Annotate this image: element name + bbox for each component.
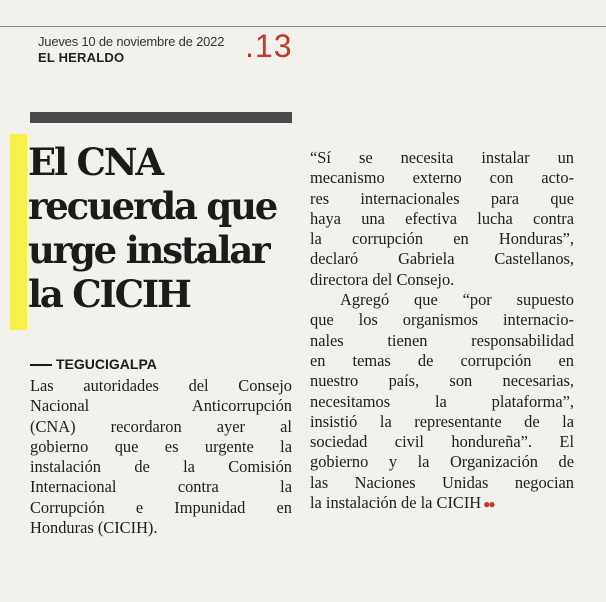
body-column-2: [310, 148, 574, 514]
body-line: Nacional Anticorrupción: [30, 396, 292, 416]
body-line: necesitamos la plataforma”,: [310, 391, 574, 411]
body-line: (CNA) recordaron ayer al: [30, 416, 292, 436]
body-line: sociedad civil hondureña”. El: [310, 432, 574, 452]
body-line: [310, 493, 574, 514]
body-line: Las autoridades del Consejo: [30, 376, 292, 395]
body-line: directora del Consejo.: [310, 269, 455, 289]
body-line: mecanismo externo con acto-: [310, 168, 574, 188]
body-line: que los organismos internacio-: [310, 310, 574, 330]
body-line: declaró Gabriela Castellanos,: [310, 249, 574, 269]
body-line: nuestro país, son necesarias,: [310, 371, 574, 391]
body-line: Internacional contra la: [30, 477, 292, 497]
body-line: las Naciones Unidas negocian: [310, 472, 574, 492]
headline-line: recuerda que: [28, 184, 277, 228]
body-line: Honduras (CICIH).: [30, 518, 158, 538]
headline-line: urge instalar: [28, 228, 269, 272]
body-line: instalación de la Comisión: [30, 457, 292, 477]
closing-line-text: la instalación de la CICIH: [310, 493, 482, 513]
dateline-text: TEGUCIGALPA: [56, 356, 157, 372]
body-line: gobierno que es urgente la: [30, 436, 292, 456]
page-number: .13: [245, 28, 293, 64]
body-line: la corrupción en Honduras”,: [310, 229, 574, 249]
highlighter-mark: [10, 134, 27, 330]
dateline-rule: [30, 364, 52, 366]
body-line: “Sí se necesita instalar un: [310, 148, 574, 167]
issue-date: Jueves 10 de noviembre de 2022: [38, 34, 225, 49]
headline-bar: [30, 112, 292, 123]
headline: [28, 140, 303, 316]
end-of-article-dots-icon: ●●: [483, 497, 494, 512]
dateline: [30, 356, 157, 372]
body-line: Corrupción e Impunidad en: [30, 497, 292, 517]
body-line: insistió la representante de la: [310, 411, 574, 431]
body-line: nales tienen responsabilidad: [310, 330, 574, 350]
header-rule: [0, 26, 606, 27]
body-column-1: [30, 376, 292, 538]
body-line: res internacionales para que: [310, 188, 574, 208]
headline-line: El CNA: [28, 140, 162, 184]
body-line: Agregó que “por supuesto: [340, 290, 574, 310]
headline-line: la CICIH: [28, 272, 190, 316]
body-line: haya una efectiva lucha contra: [310, 208, 574, 228]
body-line: gobierno y la Organización de: [310, 452, 574, 472]
body-line: en temas de corrupción en: [310, 350, 574, 370]
newspaper-name: EL HERALDO: [38, 50, 125, 65]
